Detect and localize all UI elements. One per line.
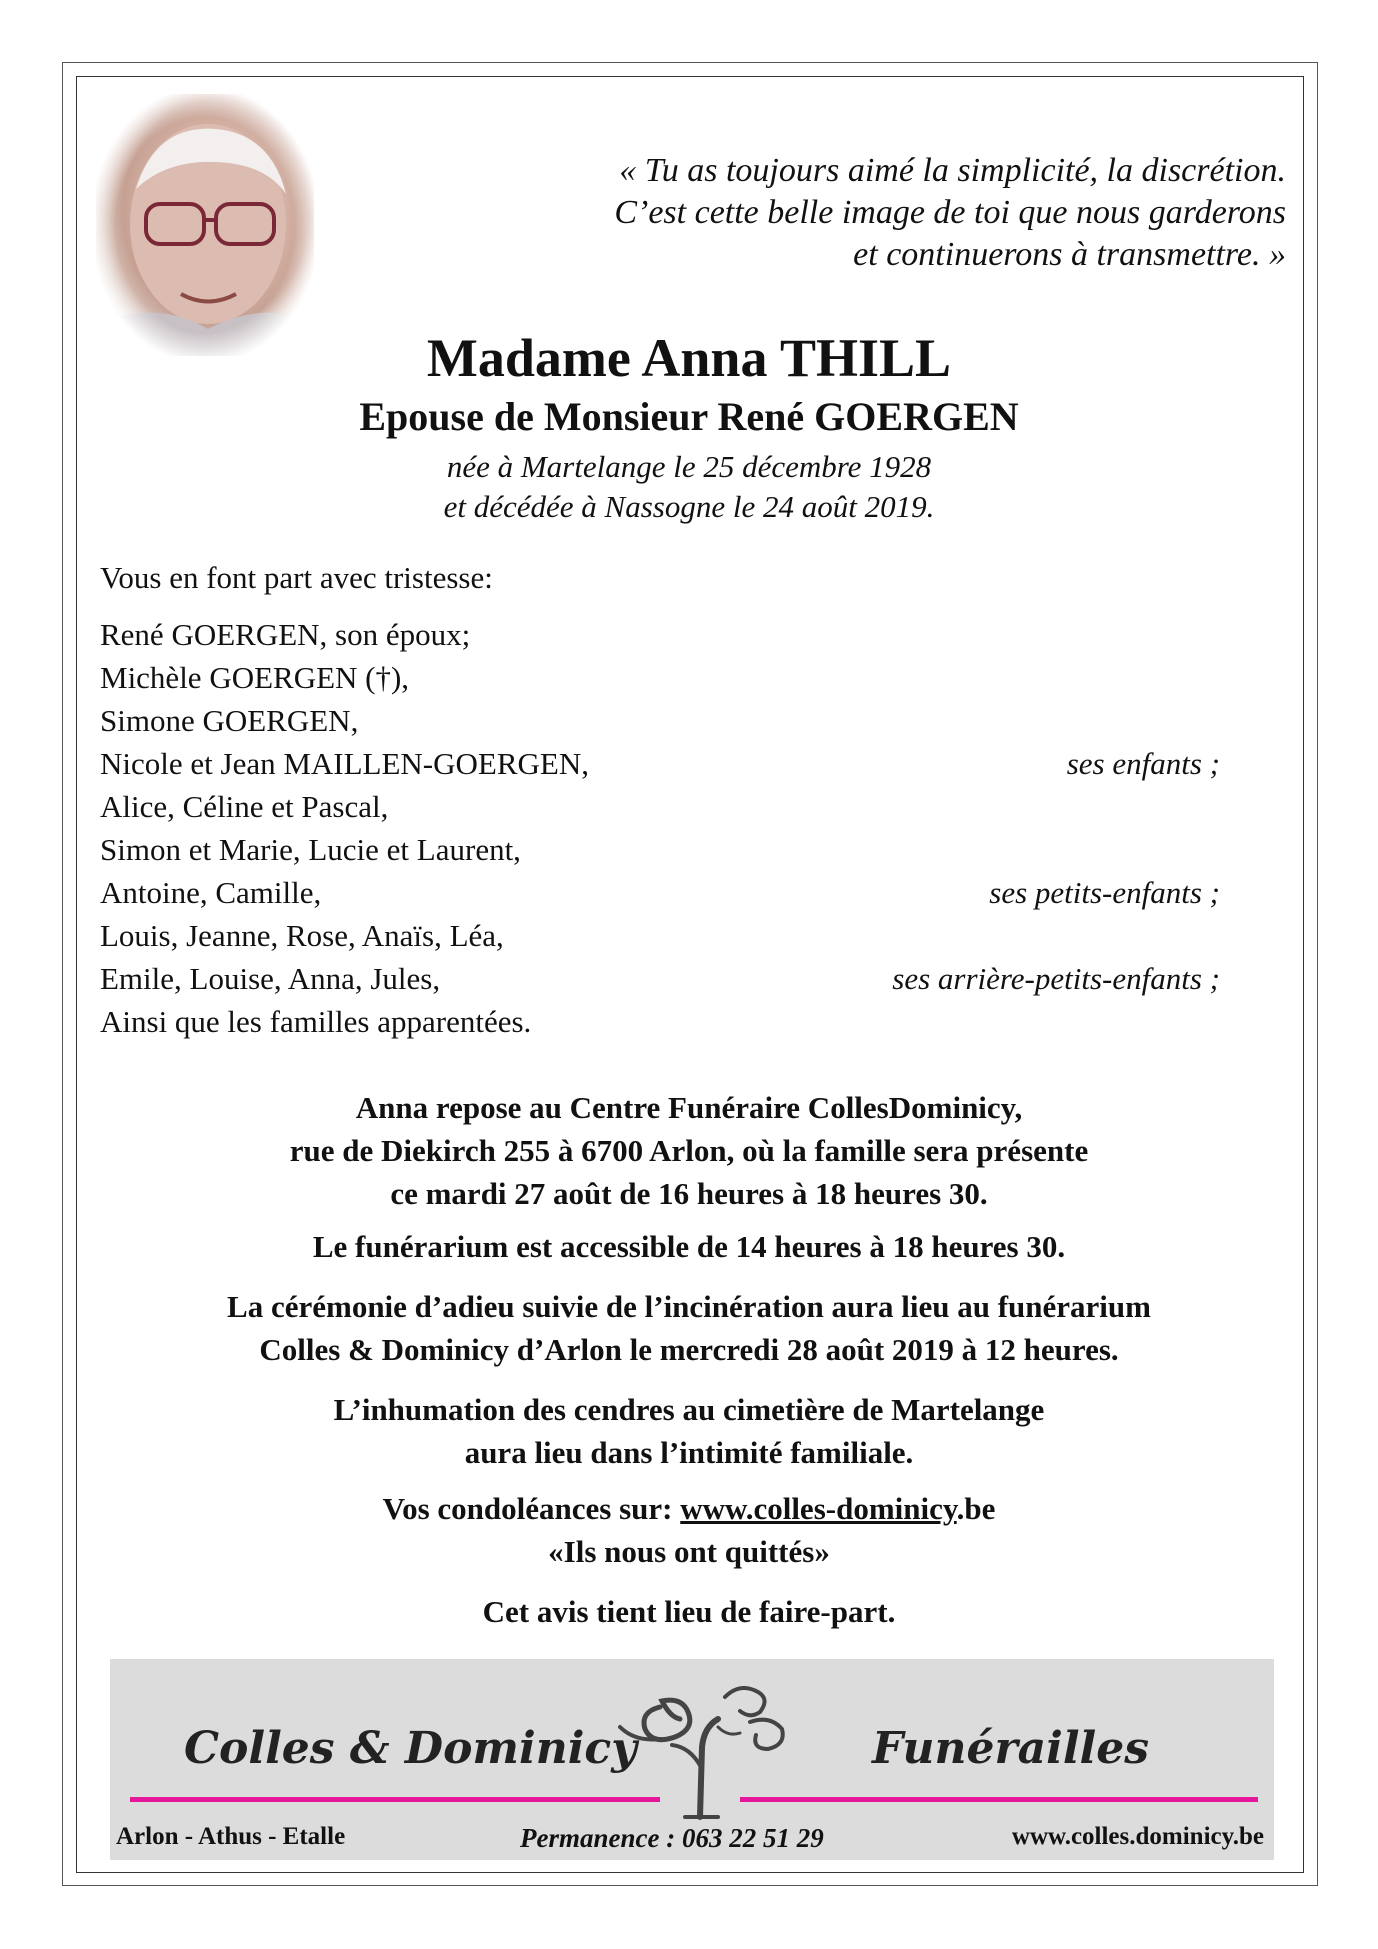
- family-names: Simon et Marie, Lucie et Laurent,: [100, 832, 521, 867]
- family-relation: ses enfants ;: [1066, 746, 1220, 781]
- family-row: [100, 699, 1220, 742]
- burial-notice: [0, 1388, 1378, 1474]
- family-names: Ainsi que les familles apparentées.: [100, 1004, 532, 1039]
- epitaph-quote: [386, 150, 1286, 276]
- family-list: [100, 613, 1220, 1043]
- funeral-home-banner: [110, 1659, 1274, 1860]
- closing-line: Cet avis tient lieu de faire-part.: [482, 1594, 896, 1629]
- burial-line: aura lieu dans l’intimité familiale.: [464, 1435, 914, 1470]
- intro-text: Vous en font part avec tristesse:: [100, 560, 493, 595]
- family-relation: ses petits-enfants ;: [989, 875, 1220, 910]
- family-row: [100, 742, 1220, 785]
- burial-line: L’inhumation des cendres au cimetière de Martelange: [333, 1392, 1045, 1427]
- accent-line-left: [130, 1797, 660, 1802]
- family-relation: ses arrière-petits-enfants ;: [892, 961, 1220, 996]
- family-names: Louis, Jeanne, Rose, Anaïs, Léa,: [100, 918, 504, 953]
- birth-line: née à Martelange le 25 décembre 1928: [446, 449, 932, 484]
- ceremony-line: Colles & Dominicy d’Arlon le mercredi 28 août 2019 à 12 heures.: [259, 1332, 1119, 1367]
- condolences-suffix: .be: [956, 1491, 996, 1526]
- family-names: Alice, Céline et Pascal,: [100, 789, 389, 824]
- access-notice: [0, 1225, 1378, 1268]
- brand-name: Colles & Dominicy: [184, 1723, 637, 1774]
- quote-line: « Tu as toujours aimé la simplicité, la discrétion.: [619, 152, 1286, 189]
- condolences-notice: [0, 1487, 1378, 1573]
- condolences-prefix: Vos condoléances sur:: [382, 1491, 681, 1526]
- family-row: [100, 871, 1220, 914]
- family-row: [100, 914, 1220, 957]
- family-row: [100, 785, 1220, 828]
- quote-line: C’est cette belle image de toi que nous garderons: [614, 194, 1286, 231]
- family-names: René GOERGEN, son époux;: [100, 617, 471, 652]
- family-row: [100, 1000, 1220, 1043]
- tree-logo-icon: [600, 1667, 800, 1827]
- quote-line: et continuerons à transmettre. »: [853, 236, 1286, 273]
- section-name: «Ils nous ont quittés»: [548, 1534, 830, 1569]
- access-line: Le funérarium est accessible de 14 heures à 18 heures 30.: [312, 1229, 1066, 1264]
- condolences-line: [0, 1487, 1378, 1530]
- family-row: [100, 656, 1220, 699]
- ceremony-notice: [0, 1285, 1378, 1371]
- life-dates: [0, 447, 1378, 527]
- closing-notice: [0, 1590, 1378, 1633]
- family-row: [100, 828, 1220, 871]
- repose-line: ce mardi 27 août de 16 heures à 18 heures 30.: [390, 1176, 988, 1211]
- condolences-link[interactable]: www.colles-dominicy: [680, 1491, 957, 1526]
- repose-line: rue de Diekirch 255 à 6700 Arlon, où la famille sera présente: [289, 1133, 1089, 1168]
- deceased-name: Madame Anna THILL: [426, 328, 952, 388]
- portrait-photo: [96, 94, 314, 356]
- death-line: et décédée à Nassogne le 24 août 2019.: [443, 489, 935, 524]
- brand-tagline: Funérailles: [872, 1723, 1150, 1774]
- family-names: Nicole et Jean MAILLEN-GOERGEN,: [100, 746, 589, 781]
- branch-towns: Arlon - Athus - Etalle: [116, 1823, 346, 1850]
- permanence-phone: Permanence : 063 22 51 29: [520, 1823, 824, 1853]
- ceremony-line: La cérémonie d’adieu suivie de l’incinération aura lieu au funérarium: [227, 1289, 1151, 1324]
- funeral-home-website[interactable]: www.colles.dominicy.be: [1011, 1823, 1264, 1850]
- accent-line-right: [740, 1797, 1258, 1802]
- family-names: Michèle GOERGEN (†),: [100, 660, 410, 695]
- family-row: [100, 613, 1220, 656]
- family-names: Simone GOERGEN,: [100, 703, 359, 738]
- family-names: Emile, Louise, Anna, Jules,: [100, 961, 441, 996]
- family-row: [100, 957, 1220, 1000]
- repose-line: Anna repose au Centre Funéraire CollesDominicy,: [355, 1090, 1023, 1125]
- family-names: Antoine, Camille,: [100, 875, 322, 910]
- spouse-line: Epouse de Monsieur René GOERGEN: [359, 394, 1019, 439]
- repose-notice: [0, 1086, 1378, 1215]
